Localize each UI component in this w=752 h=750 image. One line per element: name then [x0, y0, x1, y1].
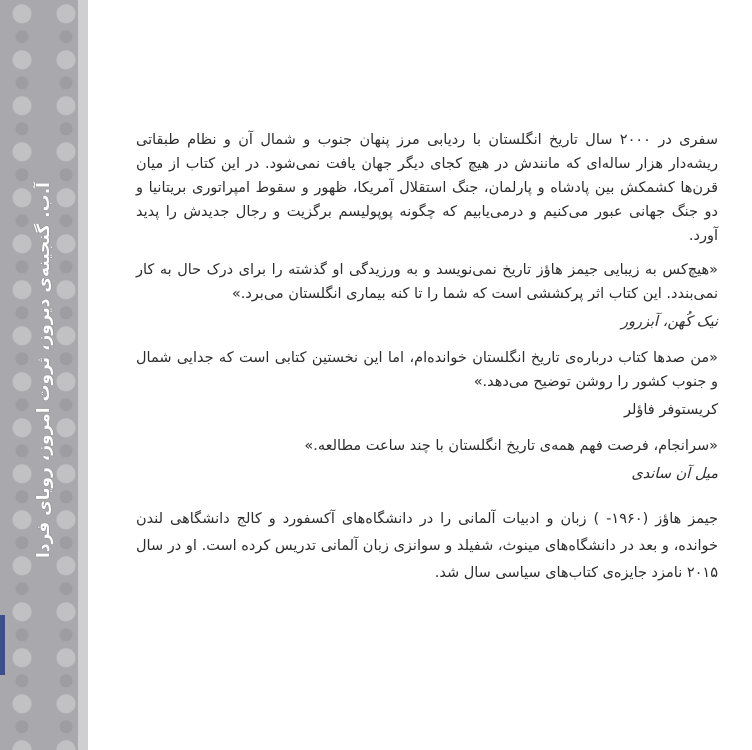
spine-blue-mark: [0, 615, 5, 675]
author-bio: جیمز هاؤز (۱۹۶۰- ) زبان و ادبیات آلمانی را در دانشگاه‌های آکسفورد و کالج دانشگاهی لندن خوانده، و بعد در دانشگاه‌های مینوث، شفیلد و سوانزی زبان آلمانی تدریس کرده است. او در سال ۲۰۱۵ نامزد جایزه‌ی کتاب‌های سیاسی سال شد.: [136, 511, 718, 581]
review-quote-3: «سرانجام، فرصت فهم همه‌ی تاریخ انگلستان با چند ساعت مطالعه.»: [304, 438, 718, 454]
review-author-1: نیک کُهن، آبزرور: [621, 314, 718, 330]
spine-edge-strip: [78, 0, 88, 750]
spine-publisher-slogan: آ.ب. گنجینه‌ی دیروز، ثروت امروز، رویای فردا: [34, 182, 54, 558]
blurb-paragraph: سفری در ۲۰۰۰ سال تاریخ انگلستان با ردیابی مرز پنهان جنوب و شمال آن و نظام طبقاتی ریشه‌دار هزار ساله‌ای که مانندش در هیچ کجای دیگر جهان یافت نمی‌شود. در این کتاب از میان قرن‌ها کشمکش بین پادشاه و پارلمان، جنگ استقلال آمریکا، ظهور و سقوط امپراتوری بریتانیا و دو جنگ جهانی عبور می‌کنیم و درمی‌یابیم که چگونه پوپولیسم برگزیت و رجال جدیدش را پدید آورد.: [136, 132, 718, 244]
review-quote-2: «من صدها کتاب درباره‌ی تاریخ انگلستان خوانده‌ام، اما این نخستین کتابی است که جدایی شمال و جنوب کشور را روشن توضیح می‌دهد.»: [136, 350, 718, 390]
back-cover-text: [136, 128, 718, 597]
review-author-3: میل آن ساندی: [631, 466, 718, 482]
book-spine: [0, 0, 88, 750]
review-quote-1: «هیچ‌کس به زیبایی جیمز هاؤز تاریخ نمی‌نویسد و به ورزیدگی او گذشته را برای درک حال به کار نمی‌بندد. این کتاب اثر پرکششی است که شما را تا کنه بیماری انگلستان می‌برد.»: [136, 262, 718, 302]
review-author-2: کریستوفر فاؤلر: [623, 402, 718, 418]
